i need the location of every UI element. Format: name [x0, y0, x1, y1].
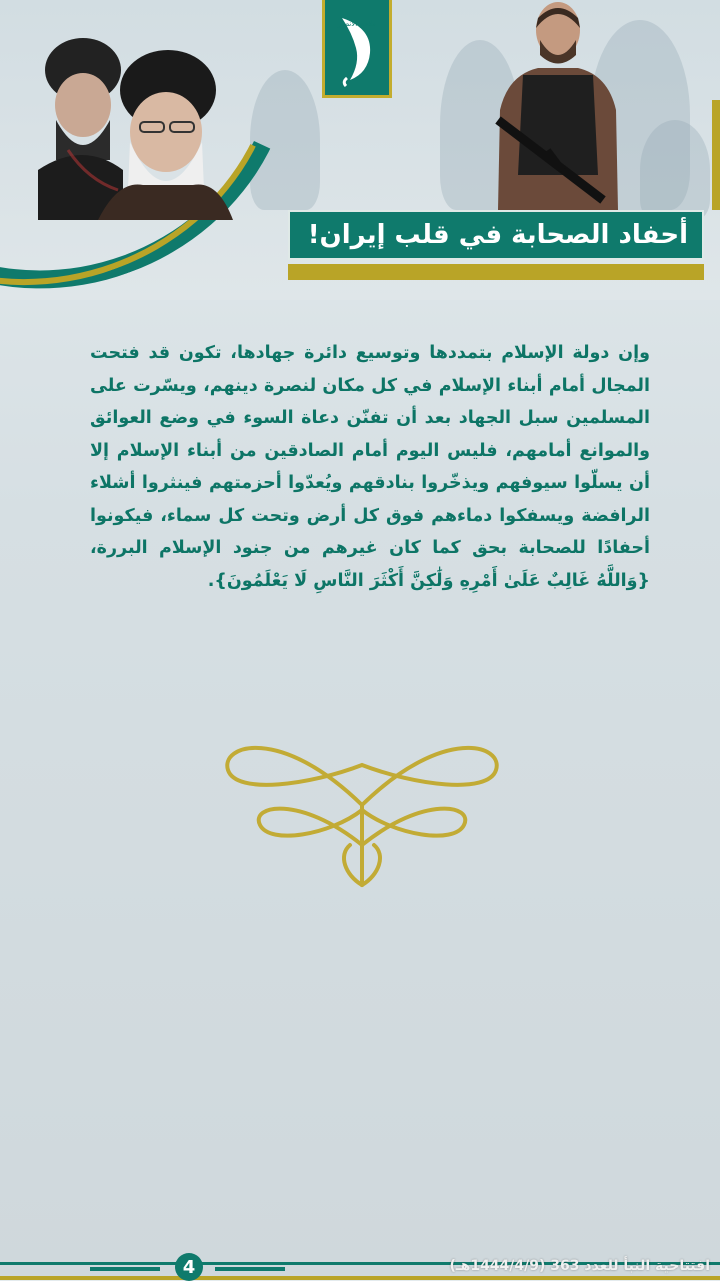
- title-underline: [288, 264, 704, 280]
- logo-label: ملاحم الأنصار: [337, 19, 377, 28]
- article-body: وإن دولة الإسلام بتمددها وتوسيع دائرة جهادها، تكون قد فتحت المجال أمام أبناء الإسلام في كل مكان لنصرة دينهم، ويسّرت على المسلمين سبل الجهاد بعد أن تفنّن دعاة السوء في وضع العوائق والموانع أمامهم، فليس اليوم أمام الصادقين من أبناء الإسلام إلا أن يسلّوا سيوفهم ويذخّروا بنادقهم ويُعدّوا أحزمتهم فينثروا أشلاء الرافضة ويسفكوا دماءهم فوق كل أرض وتحت كل سماء، فيكونوا أحفادًا للصحابة بحق كما كان غيرهم من جنود الإسلام البررة، {وَاللَّهُ غَالِبٌ عَلَىٰ أَمْرِهِ وَلَٰكِنَّ أَكْثَرَ النَّاسِ لَا يَعْلَمُونَ}.: [90, 343, 650, 591]
- footer-dash-right: [215, 1267, 285, 1271]
- footer-rule-gold: [0, 1276, 720, 1280]
- footer-dash-left: [90, 1267, 160, 1271]
- quill-logo-icon: [332, 8, 382, 88]
- gold-edge-accent: [712, 100, 720, 210]
- ornament-divider-icon: [220, 735, 505, 895]
- title-banner: [288, 210, 704, 260]
- publisher-logo: [322, 0, 392, 98]
- fighter-image: [478, 0, 628, 210]
- footer-caption: افتتاحية النبأ للعدد 363 (1444/4/9هـ): [449, 1258, 710, 1274]
- portraits-image: [28, 30, 238, 220]
- page-title: أحفاد الصحابة في قلب إيران!: [307, 220, 688, 250]
- page-number: 4: [175, 1253, 203, 1281]
